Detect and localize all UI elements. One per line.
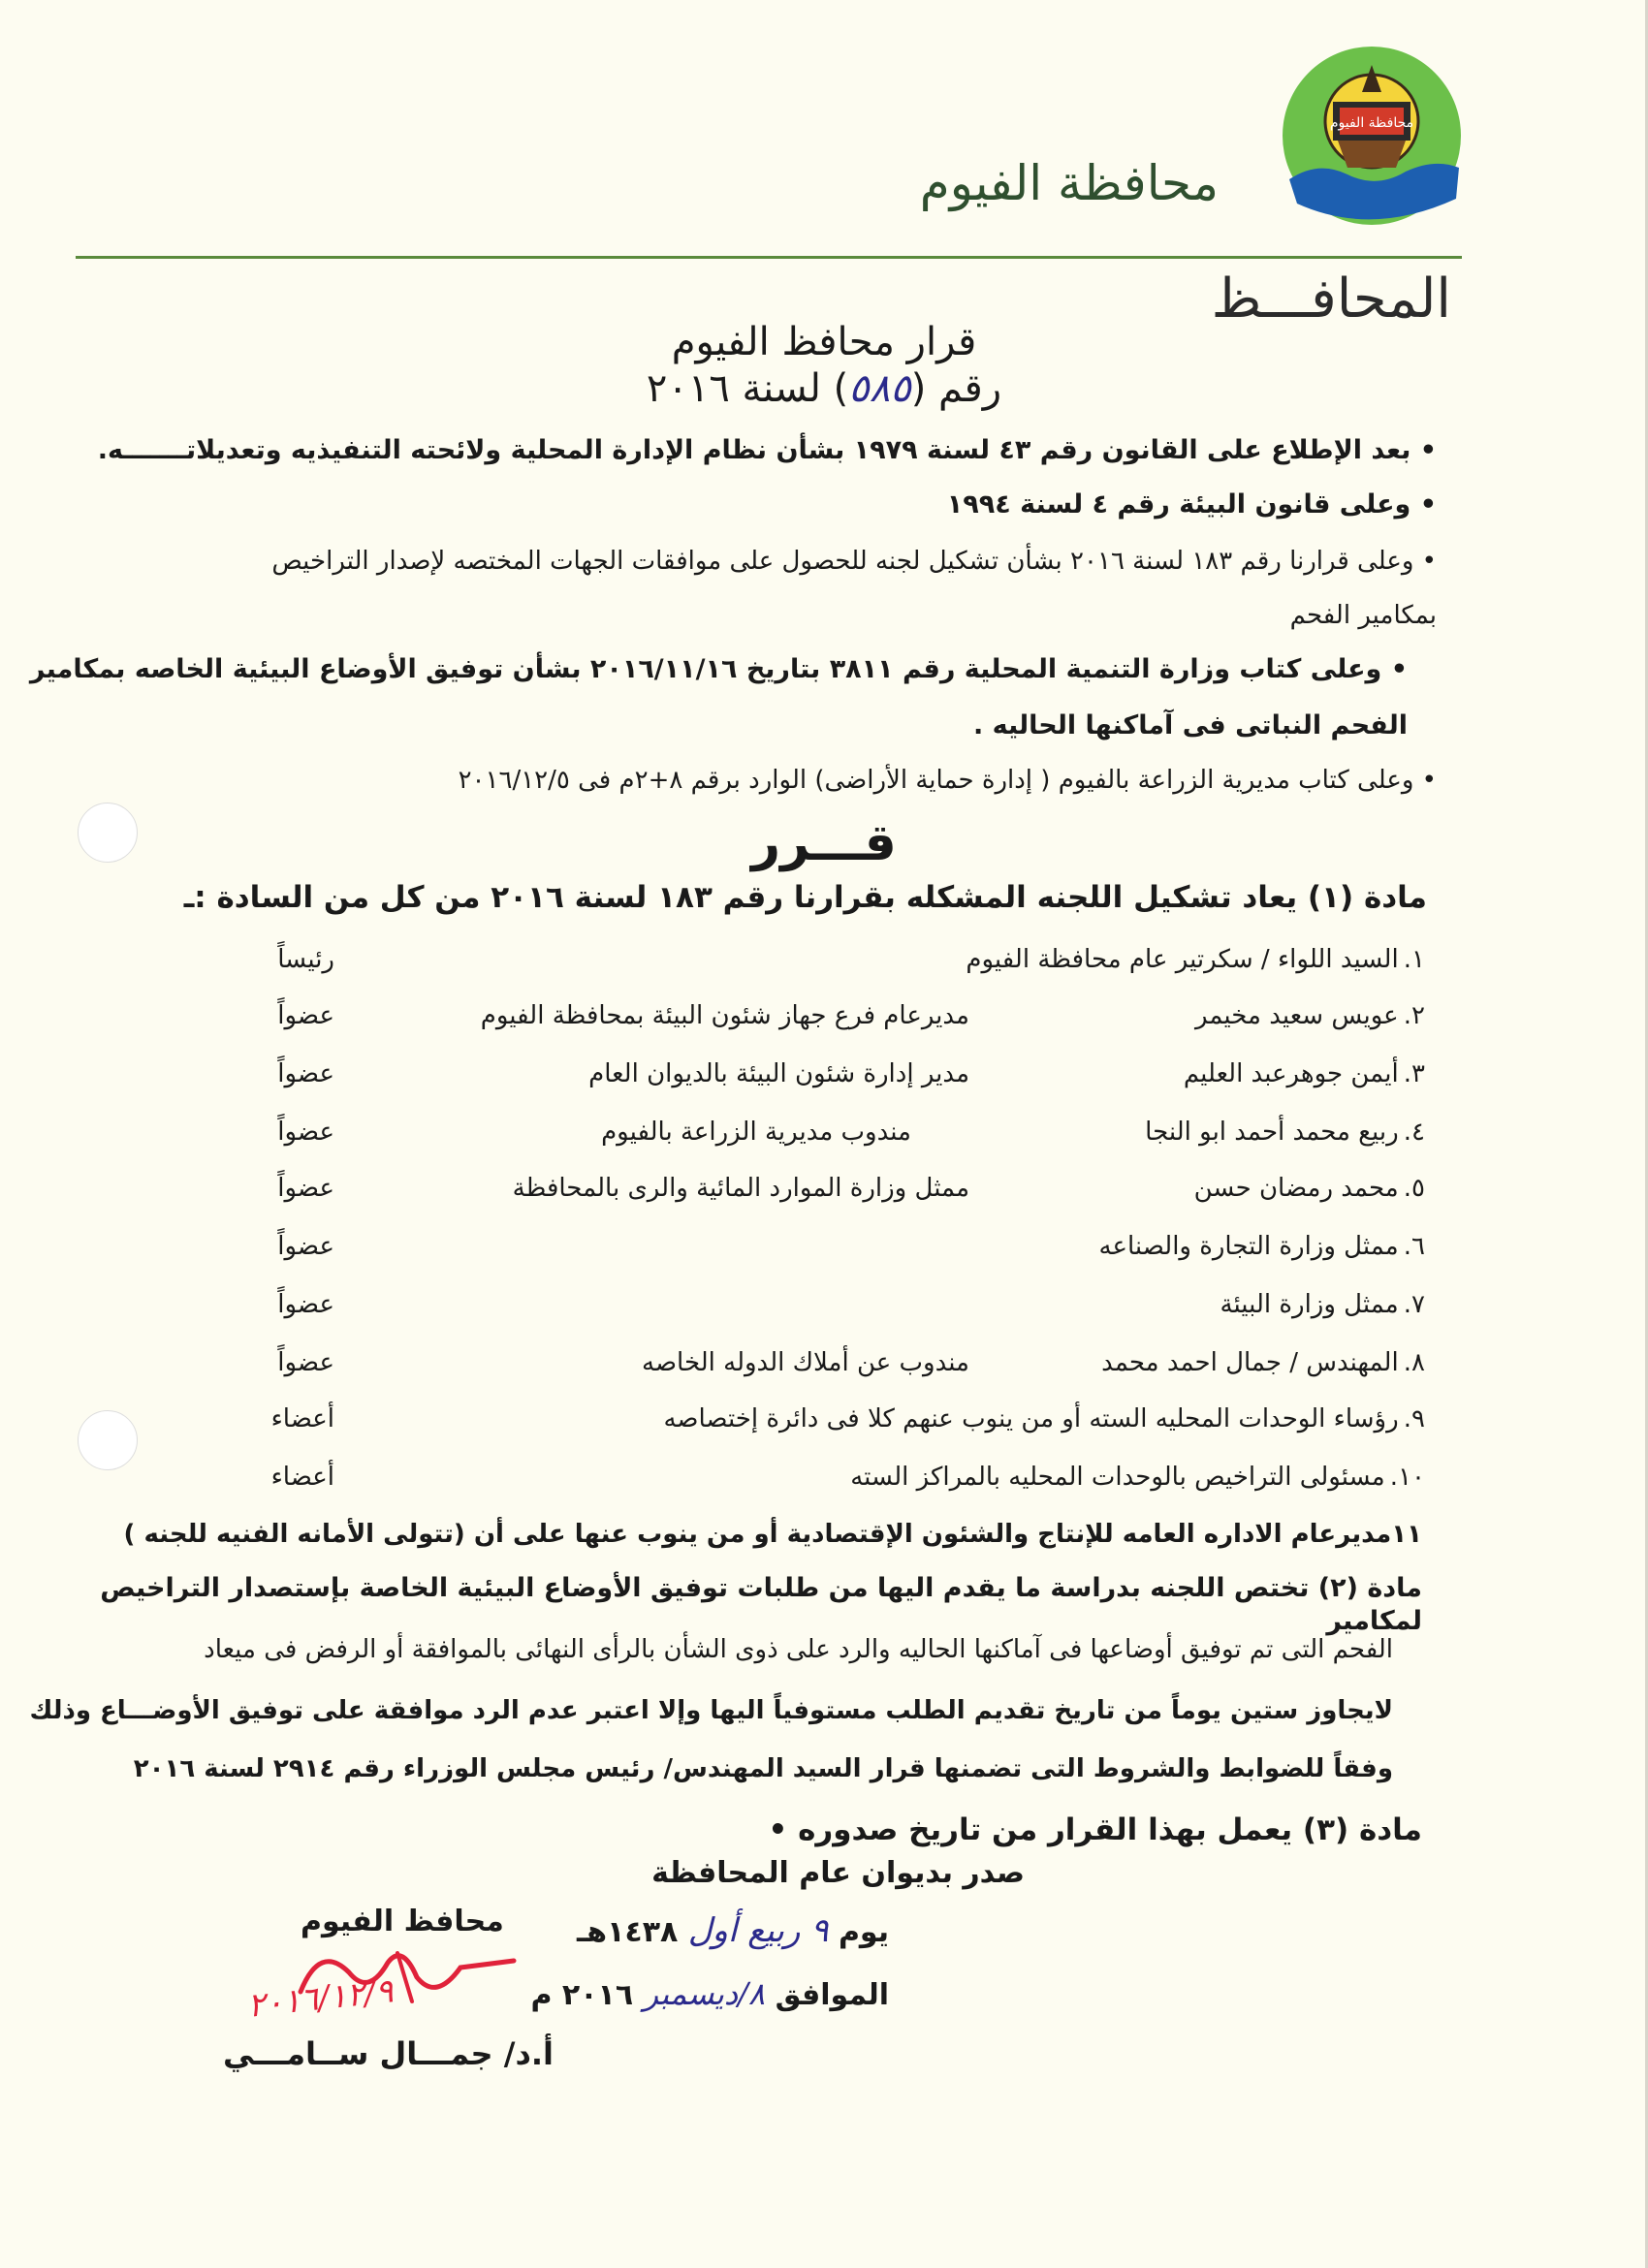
member-row: ٨. المهندس / جمال احمد محمد xyxy=(1101,1348,1425,1377)
issuance-line: صدر بديوان عام المحافظة xyxy=(651,1856,1025,1890)
member-role: مندوب عن أملاك الدوله الخاصه xyxy=(642,1348,969,1377)
member-capacity: عضواً xyxy=(277,1290,334,1319)
logo-text: محافظة الفيوم xyxy=(1329,115,1414,131)
decree-number-prefix: رقم ( xyxy=(910,366,1002,411)
day-label: يوم xyxy=(838,1915,889,1949)
member-role: مدير إدارة شئون البيئة بالديوان العام xyxy=(588,1059,969,1088)
member-row: ١٠. مسئولى التراخيص بالوحدات المحليه بالمراكز السته xyxy=(850,1463,1425,1492)
member-row: ٤. ربيع محمد أحمد ابو النجا xyxy=(1145,1118,1425,1147)
member-row: ٣. أيمن جوهرعبد العليم xyxy=(1183,1059,1425,1088)
issuance-hijri xyxy=(577,1911,889,1950)
article-1: مادة (١) يعاد تشكيل اللجنه المشكله بقرارنا رقم ١٨٣ لسنة ٢٠١٦ من كل من السادة :ـ xyxy=(183,880,1427,915)
decree-title: قرار محافظ الفيوم xyxy=(671,320,977,364)
signatory-title: محافظ الفيوم xyxy=(301,1905,504,1938)
member-capacity: عضواً xyxy=(277,1174,334,1203)
preamble-line: • وعلى قرارنا رقم ١٨٣ لسنة ٢٠١٦ بشأن تشكيل لجنه للحصول على موافقات الجهات المختصه لإصدار التراخيص xyxy=(271,547,1437,576)
header-divider xyxy=(76,256,1462,259)
member-role: مندوب مديرية الزراعة بالفيوم xyxy=(601,1118,911,1147)
article-2-line: وفقاً للضوابط والشروط التى تضمنها قرار السيد المهندس/ رئيس مجلس الوزراء رقم ٢٩١٤ لسنة ٢٠١٦ xyxy=(133,1754,1393,1783)
decree-number-suffix: ) لسنة ٢٠١٦ xyxy=(646,366,849,411)
member-11: ١١مديرعام الاداره العامه للإنتاج والشئون الإقتصادية أو من ينوب عنها على أن (تتولى الأمانه الفنيه للجنه ) xyxy=(123,1520,1422,1549)
member-capacity: عضواً xyxy=(277,1118,334,1147)
member-capacity: عضواً xyxy=(277,1059,334,1088)
gregorian-year: ٢٠١٦ م xyxy=(530,1978,634,2012)
member-capacity: أعضاء xyxy=(270,1404,334,1433)
office-title: المحافـــظ xyxy=(1211,268,1451,331)
preamble-line: • وعلى قانون البيئة رقم ٤ لسنة ١٩٩٤ xyxy=(946,489,1437,520)
member-capacity: عضواً xyxy=(277,1348,334,1377)
member-capacity: أعضاء xyxy=(270,1463,334,1492)
member-capacity: عضواً xyxy=(277,1232,334,1261)
preamble-line: • وعلى كتاب وزارة التنمية المحلية رقم ٣٨١١ بتاريخ ٢٠١٦/١١/١٦ بشأن توفيق الأوضاع البيئية الخاصه بمكامير xyxy=(29,654,1408,684)
signatory-name: أ.د/ جمـــال ســامـــي xyxy=(223,2035,554,2072)
member-row: ٩. رؤساء الوحدات المحليه السته أو من ينوب عنهم كلا فى دائرة إختصاصه xyxy=(663,1404,1425,1433)
member-row: ٢. عويس سعيد مخيمر xyxy=(1195,1001,1425,1030)
signature-date-handwritten: ٢٠١٦/١٢/٩ xyxy=(245,1971,396,2026)
member-role: ممثل وزارة الموارد المائية والرى بالمحافظة xyxy=(512,1174,969,1203)
hijri-date-handwritten: ٩ ربيع أول xyxy=(687,1911,829,1950)
decree-heading: قـــرر xyxy=(751,814,897,872)
decree-number-line xyxy=(0,366,1648,411)
gregorian-label: الموافق xyxy=(775,1978,889,2012)
hijri-year: ١٤٣٨هـ xyxy=(577,1915,679,1949)
member-capacity: عضواً xyxy=(277,1001,334,1030)
governorate-logo-icon xyxy=(1280,44,1464,228)
member-row: ٧. ممثل وزارة البيئة xyxy=(1220,1290,1425,1319)
article-3: مادة (٣) يعمل بهذا القرار من تاريخ صدوره • xyxy=(768,1812,1422,1847)
preamble-line: • بعد الإطلاع على القانون رقم ٤٣ لسنة ١٩٧٩ بشأن نظام الإدارة المحلية ولائحته التنفيذيه وتعديلاتـــــــه. xyxy=(97,435,1437,465)
punch-hole xyxy=(78,1410,138,1470)
preamble-line: الفحم النباتى فى آماكنها الحاليه . xyxy=(972,710,1408,740)
member-row: ٦. ممثل وزارة التجارة والصناعه xyxy=(1098,1232,1425,1261)
governorate-name: محافظة الفيوم xyxy=(919,155,1219,211)
issuance-gregorian xyxy=(530,1975,889,2012)
member-row: ١. السيد اللواء / سكرتير عام محافظة الفيوم xyxy=(966,945,1425,974)
article-2-line: مادة (٢) تختص اللجنه بدراسة ما يقدم اليها من طلبات توفيق الأوضاع البيئية الخاصة بإستصدار التراخيص لمكامير xyxy=(100,1573,1422,1636)
gregorian-date-handwritten: ٨/ديسمبر xyxy=(643,1975,766,2012)
preamble-line: • وعلى كتاب مديرية الزراعة بالفيوم ( إدارة حماية الأراضى) الوارد برقم ٨+٢م فى ٢٠١٦/١٢/٥ xyxy=(458,766,1437,795)
member-row: ٥. محمد رمضان حسن xyxy=(1193,1174,1425,1203)
member-role: مديرعام فرع جهاز شئون البيئة بمحافظة الفيوم xyxy=(480,1001,969,1030)
article-2-line: الفحم التى تم توفيق أوضاعها فى آماكنها الحاليه والرد على ذوى الشأن بالرأى النهائى بالموافقة أو الرفض فى ميعاد xyxy=(204,1635,1393,1664)
decree-number-handwritten: ٥٨٥ xyxy=(848,366,911,411)
article-2-line: لايجاوز ستين يوماً من تاريخ تقديم الطلب مستوفياً اليها وإلا اعتبر عدم الرد موافقة على توفيق الأوضـــاع وذلك xyxy=(29,1696,1393,1725)
member-capacity: رئيساً xyxy=(277,945,334,974)
preamble-line: بمكامير الفحم xyxy=(1289,601,1437,630)
